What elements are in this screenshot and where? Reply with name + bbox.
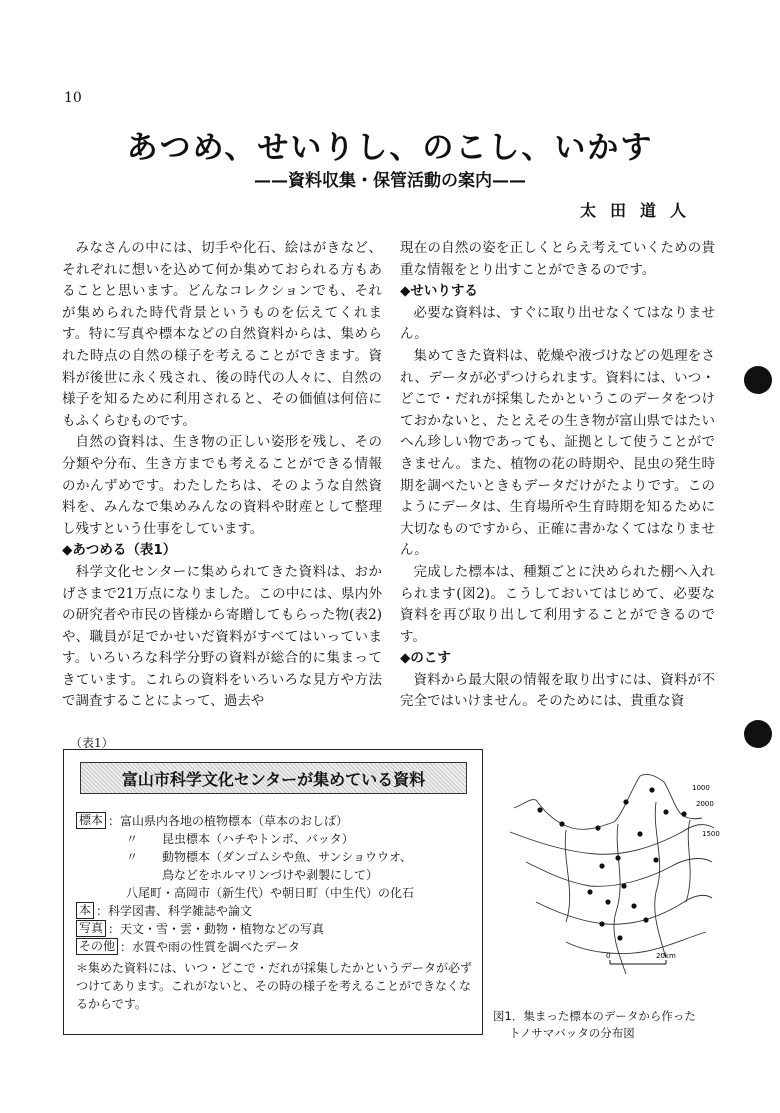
table-heading: 富山市科学文化センターが集めている資料 <box>80 762 467 794</box>
river <box>565 830 569 922</box>
article-subtitle: ——資料収集・保管活動の案内—— <box>254 171 526 191</box>
paragraph: 資料から最大限の情報を取り出すには、資料が不完全ではいけません。そのためには、貴重な資 <box>400 671 715 710</box>
contour-line <box>566 932 706 954</box>
row-text: ：水質や雨の性質を調べたデータ <box>120 940 301 954</box>
record-dot <box>623 799 628 804</box>
row-text: 八尾町・高岡市（新生代）や朝日町（中生代）の化石 <box>126 886 415 900</box>
record-dot <box>599 863 604 868</box>
record-dot <box>637 831 642 836</box>
river <box>655 802 666 958</box>
contour-label: 2000 <box>696 800 714 808</box>
contour-line <box>510 825 714 855</box>
record-dot <box>617 935 622 940</box>
table-row <box>76 866 476 884</box>
table-row <box>76 848 476 866</box>
table-row <box>76 920 476 938</box>
coastline <box>514 774 702 829</box>
record-dot <box>615 855 620 860</box>
record-dot <box>631 903 636 908</box>
record-dot <box>663 809 668 814</box>
contour-line <box>536 895 712 924</box>
row-text: 〃 動物標本（ダンゴムシや魚、サンショウウオ、 <box>126 850 412 864</box>
category-tag: 本 <box>76 902 94 919</box>
scale-end: 20km <box>656 952 676 960</box>
record-dot <box>587 889 592 894</box>
record-dot <box>599 921 604 926</box>
row-text: ：富山県内各地の植物標本（草本のおしば） <box>108 814 349 828</box>
table-row <box>76 938 476 956</box>
section-heading: ◆のこす <box>400 650 451 667</box>
margin-dot-bottom <box>744 720 772 748</box>
river <box>614 824 626 974</box>
table-row <box>76 902 476 920</box>
paragraph: 集めてきた資料は、乾燥や液づけなどの処理をされ、データが必ずつけられます。資料には、いつ・どこで・だれが採集したかというこのデータをつけておかないと、たとえその生き物が富山県ではたいへん珍しい物であっても、証拠として使うことができません。また、植物の花の時期や、昆虫の発生時期を調べたいときもデータだけがたよりです。このようにデータは、生育場所や生育時期を知るために大切なものですから、正確に書かなくてはなりません。 <box>400 347 715 559</box>
table-1 <box>63 749 483 1035</box>
category-tag: 標本 <box>76 812 106 829</box>
row-text: ：天文・雪・雲・動物・植物などの写真 <box>108 922 325 936</box>
left-column <box>62 238 382 713</box>
section-heading: ◆あつめる（表1） <box>62 542 177 559</box>
distribution-map <box>506 762 718 998</box>
category-tag: その他 <box>76 938 118 955</box>
paragraph: 科学文化センターに集められてきた資料は、おかげさまで21万点になりました。この中には、県内外の研究者や市民の皆様から寄贈してもらった物(表2)や、職員が足でかせいだ資料がすべてはいっています。いろいろな科学分野の資料が総合的に集まってきています。これらの資料をいろいろな見方や方法で調査することによって、過去や <box>62 563 382 710</box>
table-label: （表1） <box>70 736 114 750</box>
contour-label: 1500 <box>702 830 720 838</box>
scale-start: 0 <box>606 952 611 960</box>
page-number: 10 <box>64 90 82 106</box>
table-note: ＊集めた資料には、いつ・どこで・だれが採集したかというデータが必ずつけてあります。これがないと、その時の様子を考えることができなくなるからです。 <box>76 961 473 1011</box>
record-dot <box>643 917 648 922</box>
record-dot <box>605 899 610 904</box>
row-text: 〃 昆虫標本（ハチやトンボ、バッタ） <box>126 832 354 846</box>
table-row <box>76 830 476 848</box>
record-dot <box>653 857 658 862</box>
section-heading: ◆せいりする <box>400 283 478 300</box>
record-dot <box>559 821 564 826</box>
margin-dot-top <box>744 366 772 394</box>
row-text: 鳥などをホルマリンづけや剥製にして） <box>126 868 379 882</box>
paragraph: みなさんの中には、切手や化石、絵はがきなど、それぞれに想いを込めて何か集めておられる方もあることと思います。どんなコレクションでも、それが集められた時代背景というものを伝えてくれます。特に写真や標本などの自然資料からは、集められた時点の自然の様子を考えることができます。資料が後世に永く残され、後の時代の人々に、自然の様子を知るために利用されると、その価値は何倍にもふくらむものです。 <box>62 240 382 429</box>
contour-label: 1000 <box>692 784 710 792</box>
record-dot <box>537 807 542 812</box>
paragraph: 自然の資料は、生き物の正しい姿形を残し、その分類や分布、生き方までも考えることができる情報のかんずめです。わたしたちは、そのような自然資料を、みんなで集めみんなの資料や財産として整理し残すという仕事をしています。 <box>62 434 382 537</box>
author-name: 太田道人 <box>580 201 701 220</box>
paragraph: 必要な資料は、すぐに取り出せなくてはなりません。 <box>400 304 715 343</box>
right-column <box>400 238 715 713</box>
table-body <box>76 812 476 1013</box>
article-title: あつめ、せいりし、のこし、いかす <box>126 130 654 166</box>
figure-caption <box>493 1008 696 1042</box>
record-dot <box>595 825 600 830</box>
row-text: ：科学図書、科学雑誌や論文 <box>96 904 253 918</box>
record-dot <box>649 787 654 792</box>
caption-line-2: トノサマバッタの分布図 <box>509 1026 635 1040</box>
record-dot <box>681 811 686 816</box>
category-tag: 写真 <box>76 920 106 937</box>
table-row <box>76 884 476 902</box>
paragraph: 現在の自然の姿を正しくとらえ考えていくための貴重な情報をとり出すことができるのです。 <box>400 240 715 278</box>
table-row <box>76 812 476 830</box>
river <box>686 820 690 902</box>
record-dot <box>621 883 626 888</box>
paragraph: 完成した標本は、種類ごとに決められた棚へ入れられます(図2)。こうしておいてはじめて、必要な資料を再び取り出して利用することができるのです。 <box>400 563 715 645</box>
caption-line-1: 図1．集まった標本のデータから作った <box>493 1009 696 1023</box>
